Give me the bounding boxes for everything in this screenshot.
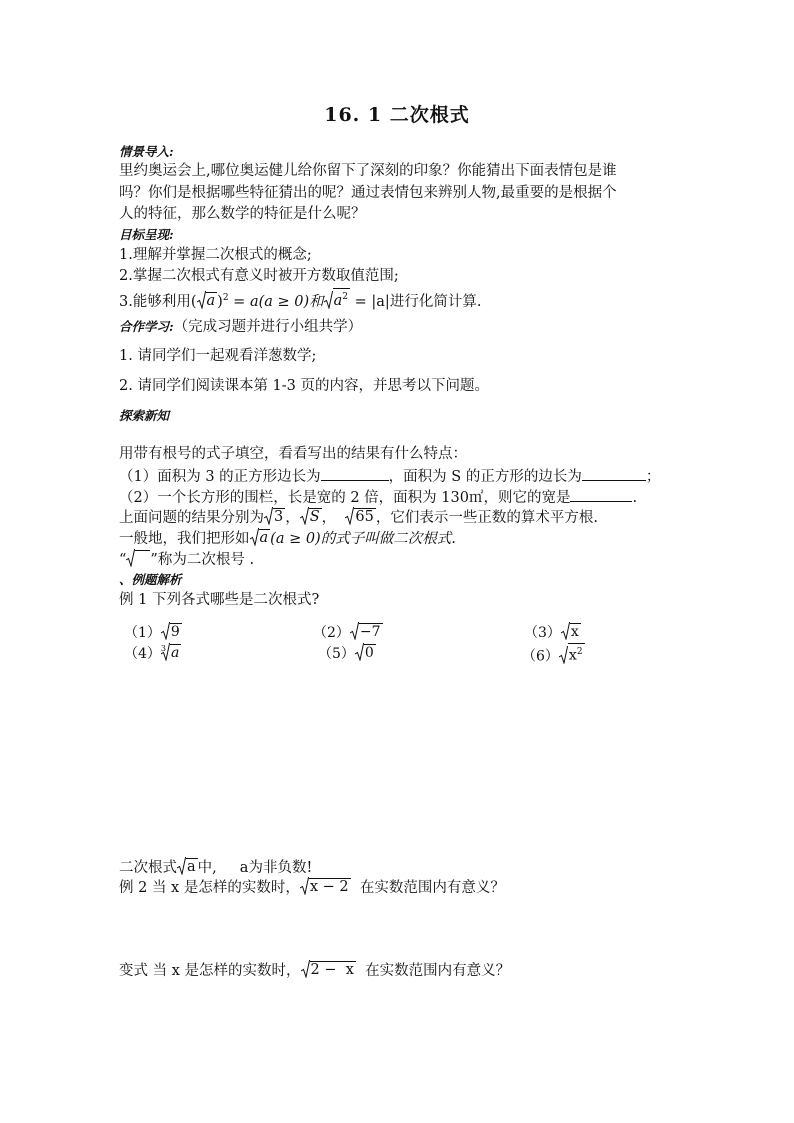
radicand: 2 − x (310, 962, 354, 978)
radicand: 3 (274, 509, 284, 525)
radical-sign-icon (161, 622, 170, 640)
definition-text-b: (a ≥ 0)的式子叫做二次根式. (270, 531, 456, 547)
radical-symbol-line (119, 549, 254, 570)
sqrt-a (197, 291, 218, 309)
radical-sign-icon (301, 960, 310, 978)
sqrt-a (250, 528, 271, 546)
goal3-rhs: = |a|进行化简计算. (350, 293, 482, 310)
radicand: x − 2 (309, 879, 349, 895)
result-comma-1: ， (285, 510, 300, 526)
sqrt-expr (559, 643, 585, 664)
sqrt-s (300, 507, 322, 525)
definition-line (119, 528, 456, 549)
answer-blank-3[interactable] (570, 486, 632, 502)
example-item-3 (524, 622, 581, 643)
radical-sign-icon (250, 528, 259, 546)
radical-sign-icon (126, 549, 135, 567)
example-2-text-b: 在实数范围内有意义？ (350, 880, 505, 896)
sqrt-3 (264, 507, 285, 525)
goal3-eq: = (228, 293, 250, 310)
radicand: −7 (359, 624, 381, 640)
sqrt-x-minus-2 (300, 877, 351, 895)
item-label: （4） (124, 646, 161, 662)
intro-line-2: 吗？你们是根据哪些特征猜出的呢？通过表情包来辨别人物,最重要的是根据个 (119, 185, 617, 201)
radical-sign-icon (350, 622, 359, 640)
question-1 (119, 465, 660, 487)
sqrt-2-minus-x (301, 960, 356, 978)
radical-sign-icon (559, 646, 568, 664)
example-item-2 (313, 622, 383, 643)
goal-item-3 (119, 288, 481, 312)
radicand (333, 288, 350, 309)
item-label: （5） (318, 646, 355, 662)
result-text-a: 上面问题的结果分别为 (119, 510, 264, 526)
sqrt-a-squared (324, 288, 350, 309)
radicand: x (570, 624, 579, 640)
radicand: 9 (170, 624, 180, 640)
variant-question (119, 960, 510, 981)
goal3-mid: ) (217, 293, 223, 310)
item-label: （1） (124, 625, 161, 641)
goals-header: 目标呈现: (119, 227, 174, 242)
goal-item-2: 2.掌握二次根式有意义时被开方数取值范围; (119, 268, 399, 284)
item-label: （6） (522, 648, 559, 665)
radicand: 0 (364, 645, 374, 661)
symbol-quote-open: “ (119, 552, 127, 568)
radical-sign-icon (177, 857, 186, 875)
nonnegative-note (119, 857, 312, 878)
radical-sign-icon (324, 291, 333, 309)
coop-line (119, 317, 362, 337)
answer-blank-2[interactable] (582, 465, 646, 481)
page-title: 16. 1 二次根式 (324, 104, 470, 126)
radicand: a (187, 859, 196, 875)
variant-text-a: 变式 当 x 是怎样的实数时， (119, 963, 301, 979)
result-comma-2: ， (321, 510, 346, 526)
examples-header: 、例题解析 (119, 572, 182, 587)
radicand: a (259, 530, 269, 546)
q1-text-a: （1）面积为 3 的正方形边长为 (119, 469, 321, 485)
sqrt-expr (350, 622, 383, 640)
radical-sign-icon (300, 507, 309, 525)
radicand-sup: 2 (342, 292, 349, 302)
note-text-a: 二次根式 (119, 860, 177, 876)
radicand-sup: 2 (576, 647, 583, 657)
sqrt-a (177, 857, 198, 875)
radicand (568, 643, 585, 664)
example-item-4 (124, 643, 181, 666)
example-2 (119, 877, 505, 898)
radical-sign-icon (300, 877, 309, 895)
radical-sign-icon (355, 643, 364, 661)
sqrt-65 (345, 507, 375, 525)
example-1-title: 例 1 下列各式哪些是二次根式? (119, 592, 320, 608)
goal3-cond: a(a ≥ 0)和 (249, 293, 324, 310)
intro-header: 情景导入: (119, 144, 174, 159)
q2-text-a: （2）一个长方形的围栏，长是宽的 2 倍，面积为 130㎡，则它的宽是 (119, 490, 571, 506)
radicand: a (206, 292, 216, 309)
note-text-b: 中, a为非负数! (197, 860, 313, 876)
coop-item-2: 2. 请同学们阅读课本第 1-3 页的内容，并思考以下问题。 (119, 378, 490, 394)
empty-radical (126, 549, 150, 567)
goal3-sup: 2 (222, 293, 229, 303)
item-label: （2） (313, 625, 350, 641)
radicand: S (309, 509, 320, 525)
radicand: a (171, 645, 180, 661)
coop-header: 合作学习: (119, 319, 174, 334)
example-item-5 (318, 643, 376, 664)
example-item-6 (522, 643, 585, 667)
intro-line-3: 人的特征，那么数学的特征是什么呢？ (119, 206, 366, 222)
radicand: 65 (355, 509, 374, 525)
q1-text-c: ； (645, 469, 661, 485)
explore-header: 探索新知 (119, 408, 170, 423)
result-line (119, 507, 598, 528)
root-index: 3 (160, 644, 167, 653)
radicand-base: a (333, 292, 343, 309)
example-item-1 (124, 622, 182, 643)
coop-item-1: 1. 请同学们一起观看洋葱数学; (119, 348, 317, 364)
radical-sign-icon (197, 291, 206, 309)
result-text-b: ，它们表示一些正数的算术平方根. (375, 510, 598, 526)
symbol-text: ”称为二次根号 . (150, 552, 255, 568)
radical-sign-icon (345, 507, 354, 525)
radicand-base: x (568, 647, 577, 664)
item-label: （3） (524, 625, 561, 641)
explore-intro: 用带有根号的式子填空，看看写出的结果有什么特点： (119, 446, 467, 462)
intro-line-1: 里约奥运会上,哪位奥运健儿给你留下了深刻的印象？你能猜出下面表情包是谁 (119, 163, 617, 179)
q2-text-b: . (632, 490, 638, 506)
radical-sign-icon (264, 507, 273, 525)
definition-text-a: 一般地，我们把形如 (119, 531, 250, 547)
sqrt-expr (355, 643, 376, 661)
goal3-prefix: 3.能够利用( (119, 293, 197, 310)
q1-text-b: ，面积为 S 的正方形的边长为 (388, 469, 582, 485)
goal-item-1: 1.理解并掌握二次根式的概念; (119, 247, 312, 263)
example-2-text-a: 例 2 当 x 是怎样的实数时， (119, 880, 300, 896)
sqrt-expr (561, 622, 581, 640)
variant-text-b: 在实数范围内有意义？ (355, 963, 511, 979)
empty-radicand (135, 550, 150, 567)
sqrt-expr (161, 622, 182, 640)
answer-blank-1[interactable] (321, 465, 389, 481)
question-2 (119, 486, 637, 508)
coop-note: （完成习题并进行小组共学） (173, 319, 363, 335)
radical-sign-icon (561, 622, 570, 640)
